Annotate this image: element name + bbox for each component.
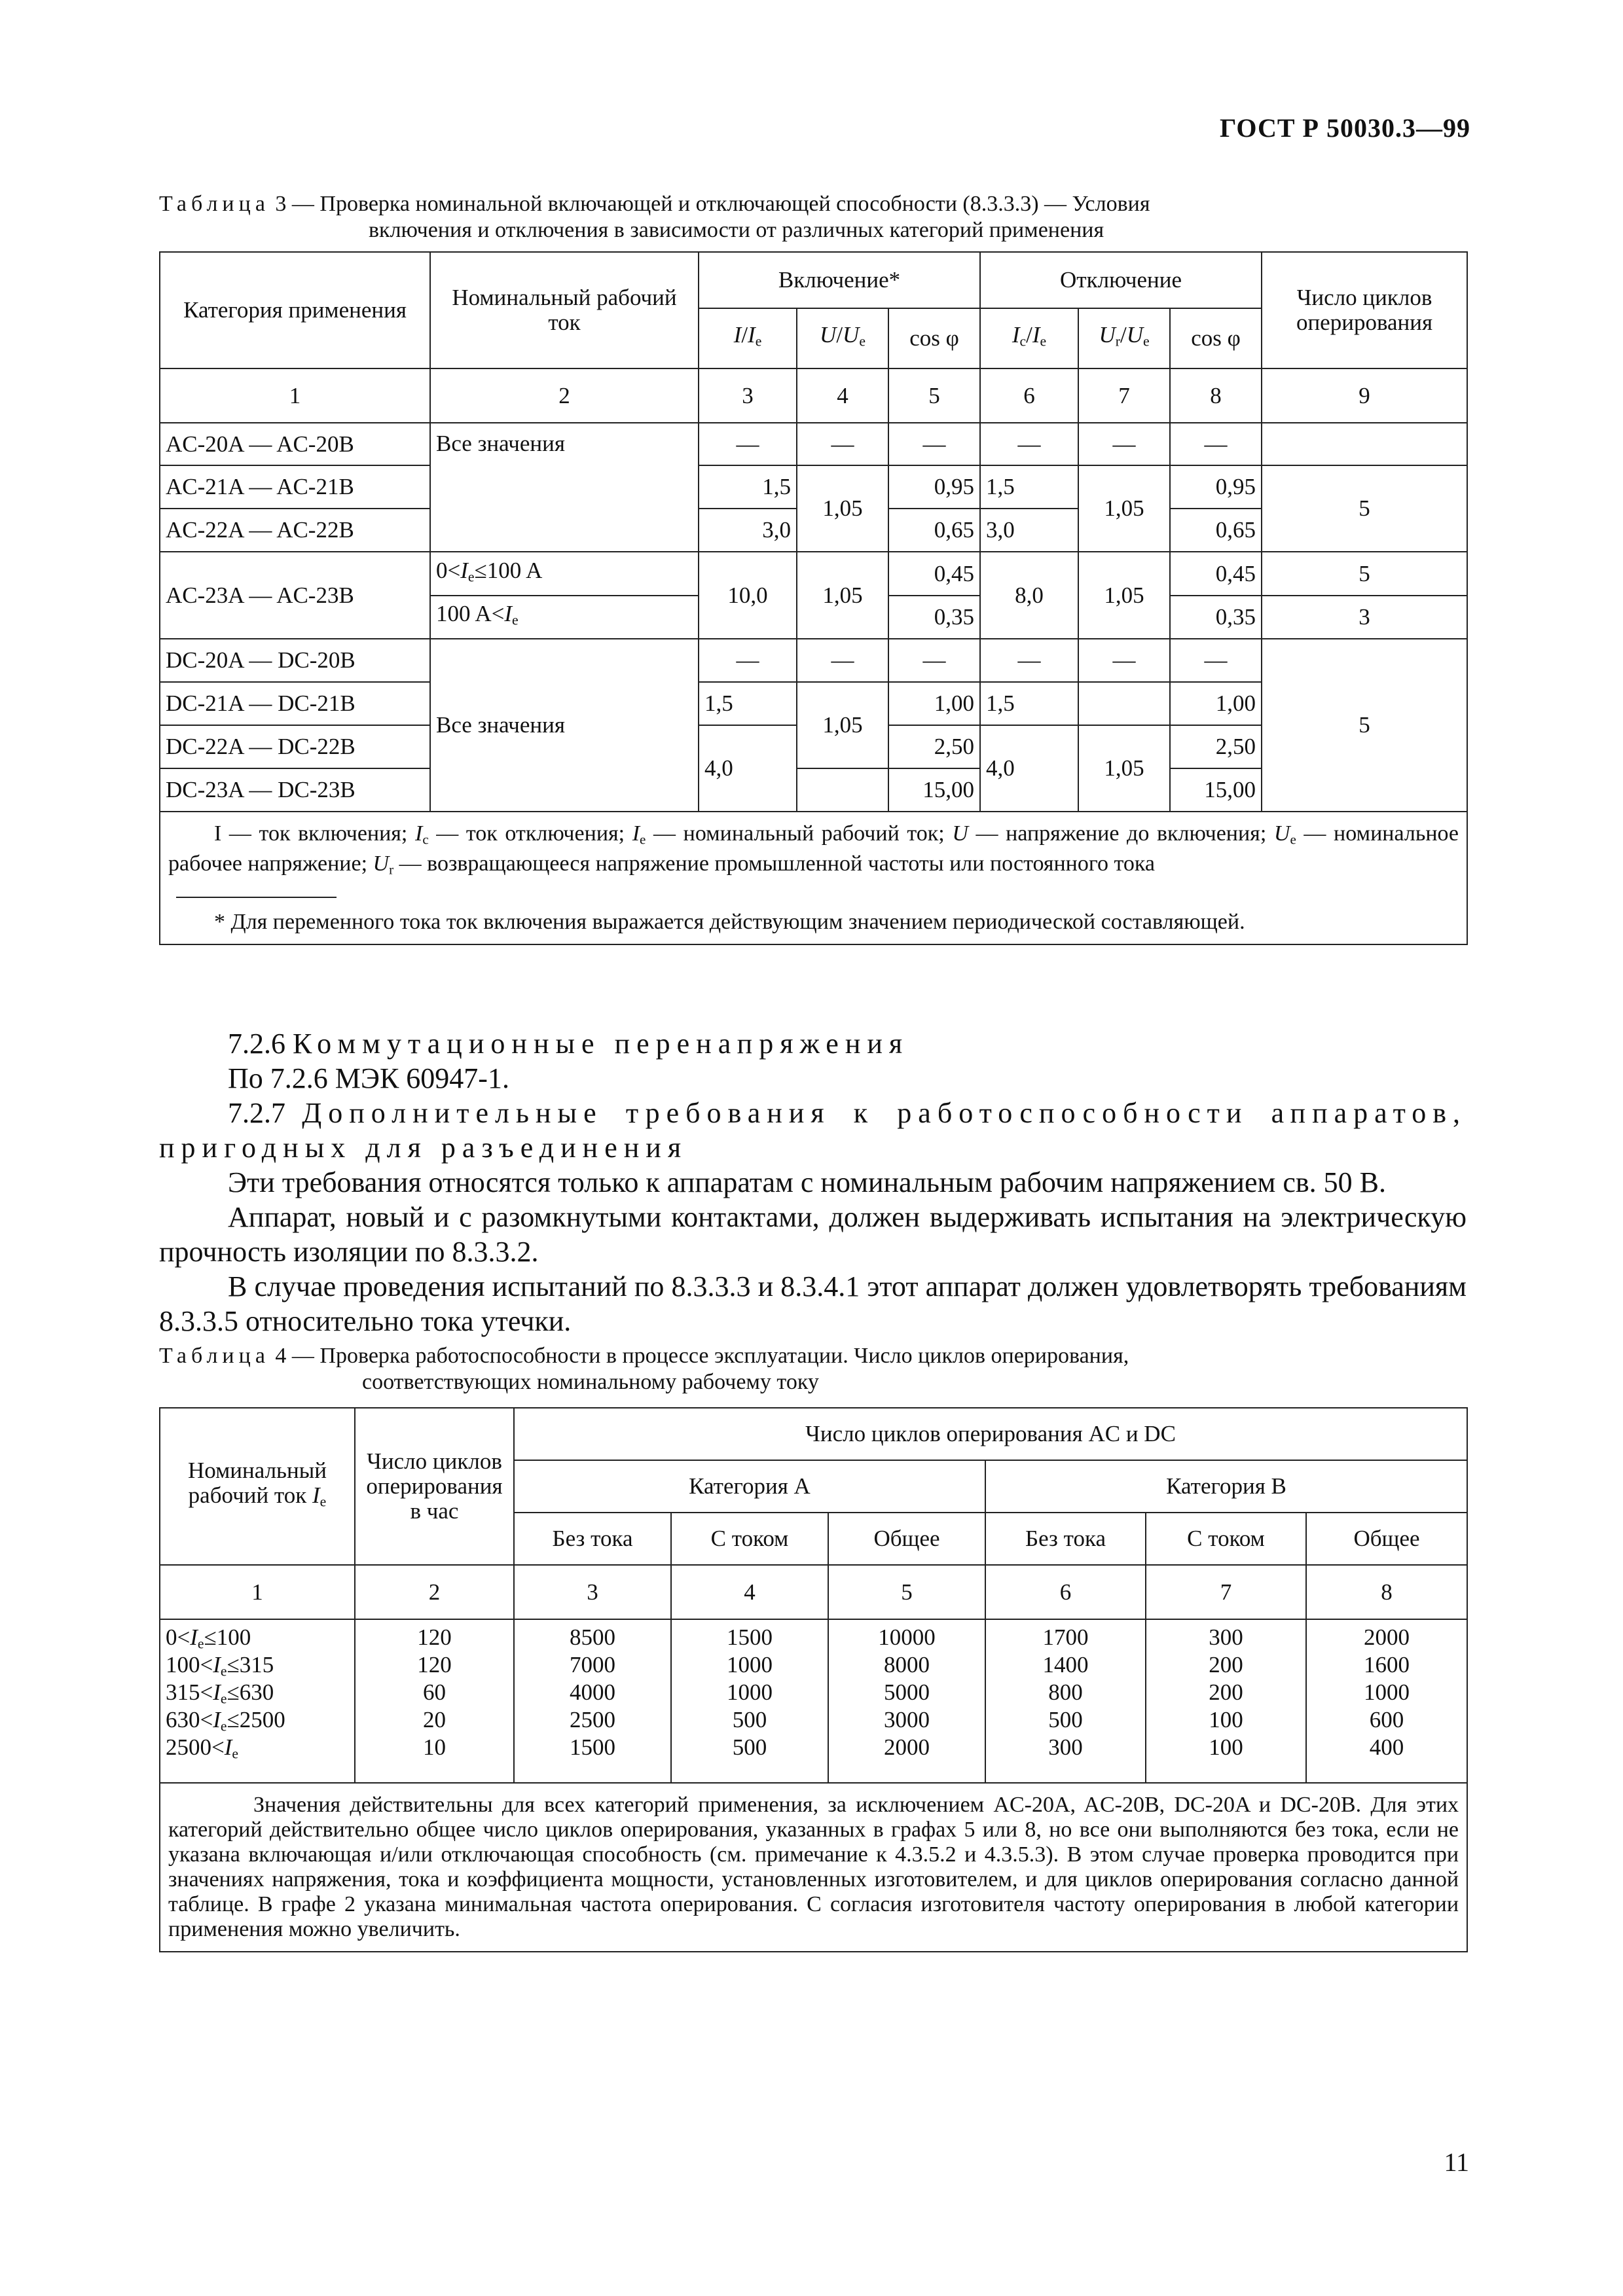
table3-cell: 1,05	[797, 682, 888, 768]
table3-cell: 1,5	[699, 682, 797, 725]
table3-header-ic-ratio: $I_c/I_e$	[980, 308, 1078, 368]
paragraph-2: Аппарат, новый и с разомкнутыми контактами, должен выдерживать испытания на электрическую прочность изоляции по 8.3.3.2.	[159, 1201, 1467, 1268]
table3-colnum: 3	[699, 368, 797, 423]
table3-current-range: 100 $A<I_e$	[430, 596, 699, 639]
table3-cell: 1,05	[1078, 552, 1170, 639]
table4-header-no-current: Без тока	[514, 1513, 671, 1565]
table4	[159, 1407, 1468, 1952]
table4-col-per-hour: 120 120 60 20 10	[355, 1619, 514, 1783]
table3-cell: 1,05	[797, 465, 888, 552]
table3-cell: —	[1170, 639, 1262, 682]
table4-colnum: 4	[671, 1565, 828, 1619]
note-divider	[176, 897, 337, 898]
table4-range: $630<I_e\le 2500$	[166, 1707, 285, 1734]
table3-caption-label: Таблица	[159, 192, 270, 216]
table4-range: $315<I_e\le 630$	[166, 1679, 274, 1707]
table3-category: DC-21A — DC-21B	[160, 682, 430, 725]
table3-cell: 2,50	[1170, 725, 1262, 768]
table4-header-total: Общее	[828, 1513, 985, 1565]
table3	[159, 251, 1468, 945]
table3-caption	[159, 191, 1468, 243]
table3-cell: —	[797, 423, 888, 465]
table4-header-with-current: С током	[1146, 1513, 1306, 1565]
table4-range: $100<I_e\le 315$	[166, 1652, 274, 1679]
table3-colnum: 8	[1170, 368, 1262, 423]
table3-cell: 8,0	[980, 552, 1078, 639]
table3-cell: 0,95	[1170, 465, 1262, 509]
heading-7-2-6: 7.2.6 Коммутационные перенапряжения	[228, 1028, 909, 1060]
table4-caption	[159, 1343, 1468, 1395]
table3-cell: 5	[1262, 552, 1467, 596]
table3-cell: 5	[1262, 465, 1467, 552]
table3-header-u-ratio: $U/U_e$	[797, 308, 888, 368]
table4-range: $0<I_e\le 100$	[166, 1624, 251, 1652]
table4-header-cat-b: Категория B	[985, 1460, 1467, 1513]
table3-cell: 15,00	[888, 768, 980, 812]
table3-colnum: 9	[1262, 368, 1467, 423]
table4-header-per-hour: Число циклов оперирования в час	[355, 1408, 514, 1565]
table4-colnum: 8	[1306, 1565, 1467, 1619]
table3-category: DC-23A — DC-23B	[160, 768, 430, 812]
table4-caption-label: Таблица	[159, 1344, 270, 1368]
table3-cell: 1,00	[888, 682, 980, 725]
table3-header-cos-making: cos φ	[888, 308, 980, 368]
table3-cell: 0,35	[888, 596, 980, 639]
section-text	[159, 1026, 1467, 1338]
table3-cell	[1262, 423, 1467, 465]
table4-note: Значения действительны для всех категорий применения, за исключением AC-20A, AC-20B, DC-20A и DC-20B. Для этих категорий действительно общее число циклов оперирования, указанных в графах 5 или 8, но все они выполняются без тока, если не указана включающая и/или отключающая способность (см. примечание к 4.3.5.2 и 4.3.5.3). В этом случае проверка проводится при значениях напряжения, тока и коэффициента мощности, установленных изготовителем, и для циклов оперирования согласно данной таблице. В графе 2 указана минимальная частота оперирования. С согласия изготовителя частоту оперирования в любой категории применения можно увеличить.	[160, 1783, 1467, 1952]
table3-header-category: Категория применения	[160, 252, 430, 368]
table4-col-a-with-current: 1500 1000 1000 500 500	[671, 1619, 828, 1783]
table4-header-with-current: С током	[671, 1513, 828, 1565]
table3-cell: 3,0	[699, 509, 797, 552]
table3-header-cycles: Число циклов оперирования	[1262, 252, 1467, 368]
table3-cell: —	[1170, 423, 1262, 465]
table3-cell: —	[699, 639, 797, 682]
table3-cell: 1,05	[797, 552, 888, 639]
table3-cell: 1,5	[980, 465, 1078, 509]
table3-cell: —	[1078, 423, 1170, 465]
table3-colnum: 2	[430, 368, 699, 423]
table3-header-current: Номинальный рабочий ток	[430, 252, 699, 368]
table4-header-no-current: Без тока	[985, 1513, 1146, 1565]
table3-cell: —	[980, 423, 1078, 465]
heading-7-2-7: 7.2.7 Дополнительные требования к работоспособности аппаратов, пригодных для разъединения	[159, 1097, 1467, 1164]
table3-cell: 4,0	[980, 725, 1078, 812]
table3-cell	[797, 768, 888, 812]
table3-cell: —	[797, 639, 888, 682]
table3-cell: 1,05	[1078, 725, 1170, 812]
table3-current-all: Все значения	[430, 639, 699, 812]
table3-cell: 0,65	[1170, 509, 1262, 552]
table3-cell: —	[888, 639, 980, 682]
table4-col-a-no-current: 8500 7000 4000 2500 1500	[514, 1619, 671, 1783]
table3-cell: 4,0	[699, 725, 797, 812]
table4-range: $2500<I_e$	[166, 1734, 239, 1762]
table3-colnum: 7	[1078, 368, 1170, 423]
table3-cell: 1,00	[1170, 682, 1262, 725]
table4-header-total: Общее	[1306, 1513, 1467, 1565]
table3-cell: 0,95	[888, 465, 980, 509]
document-header: ГОСТ Р 50030.3—99	[1219, 113, 1470, 143]
table4-colnum: 7	[1146, 1565, 1306, 1619]
table4-colnum: 1	[160, 1565, 355, 1619]
table3-colnum: 5	[888, 368, 980, 423]
table3-category: AC-20A — AC-20B	[160, 423, 430, 465]
table4-header-ops: Число циклов оперирования AC и DC	[514, 1408, 1467, 1460]
table3-note-footnote: * Для переменного тока ток включения выражается действующим значением периодической составляющей.	[214, 909, 1245, 934]
table4-header-current: Номинальный рабочий ток $I_e$	[160, 1408, 355, 1565]
table3-caption-line2: включения и отключения в зависимости от различных категорий применения	[369, 218, 1104, 242]
table3-cell: 0,65	[888, 509, 980, 552]
table3-cell: —	[980, 639, 1078, 682]
table3-current-all: Все значения	[430, 423, 699, 552]
table3-category: AC-22A — AC-22B	[160, 509, 430, 552]
table3-caption-line1: 3 — Проверка номинальной включающей и отключающей способности (8.3.3.3) — Условия	[269, 192, 1150, 216]
table3-cell: 0,45	[1170, 552, 1262, 596]
table3-notes	[160, 812, 1467, 944]
table3-category: DC-20A — DC-20B	[160, 639, 430, 682]
table4-colnum: 6	[985, 1565, 1146, 1619]
table3-category: AC-23A — AC-23B	[160, 552, 430, 639]
table4-header-cat-a: Категория A	[514, 1460, 985, 1513]
table3-cell: 0,45	[888, 552, 980, 596]
paragraph-3: В случае проведения испытаний по 8.3.3.3 и 8.3.4.1 этот аппарат должен удовлетворять требованиям 8.3.3.5 относительно тока утечки.	[159, 1270, 1467, 1337]
table3-header-making: Включение*	[699, 252, 980, 308]
table4-caption-line2: соответствующих номинальному рабочему току	[362, 1370, 819, 1394]
table3-cell	[1078, 682, 1170, 725]
table4-colnum: 5	[828, 1565, 985, 1619]
table3-colnum: 4	[797, 368, 888, 423]
table4-col-b-total: 2000 1600 1000 600 400	[1306, 1619, 1467, 1783]
table3-header-cos-breaking: cos φ	[1170, 308, 1262, 368]
table3-cell: 10,0	[699, 552, 797, 639]
table3-header-ur-ratio: $U_r/U_e$	[1078, 308, 1170, 368]
table3-cell: —	[888, 423, 980, 465]
table3-cell: 1,5	[699, 465, 797, 509]
paragraph-1: Эти требования относятся только к аппаратам с номинальным рабочим напряжением св. 50 В.	[228, 1166, 1386, 1198]
table3-cell: 5	[1262, 639, 1467, 812]
table3-current-range: $0<I_e\le 100$ A	[430, 552, 699, 596]
table3-cell: 3,0	[980, 509, 1078, 552]
table4-col-b-with-current: 300 200 200 100 100	[1146, 1619, 1306, 1783]
table3-header-i-ratio: $I/I_e$	[699, 308, 797, 368]
table3-header-breaking: Отключение	[980, 252, 1262, 308]
table3-cell: 15,00	[1170, 768, 1262, 812]
table4-current-ranges	[160, 1619, 355, 1783]
table3-category: AC-21A — AC-21B	[160, 465, 430, 509]
paragraph-7-2-6: По 7.2.6 МЭК 60947-1.	[228, 1062, 509, 1094]
table4-col-a-total: 10000 8000 5000 3000 2000	[828, 1619, 985, 1783]
table3-cell: 3	[1262, 596, 1467, 639]
table3-colnum: 6	[980, 368, 1078, 423]
table3-cell: 1,05	[1078, 465, 1170, 552]
table3-cell: 1,5	[980, 682, 1078, 725]
table3-cell: 2,50	[888, 725, 980, 768]
table3-colnum: 1	[160, 368, 430, 423]
table4-colnum: 3	[514, 1565, 671, 1619]
table3-cell: —	[699, 423, 797, 465]
table3-category: DC-22A — DC-22B	[160, 725, 430, 768]
table3-cell: —	[1078, 639, 1170, 682]
table4-col-b-no-current: 1700 1400 800 500 300	[985, 1619, 1146, 1783]
table3-cell: 0,35	[1170, 596, 1262, 639]
table4-caption-line1: 4 — Проверка работоспособности в процессе эксплуатации. Число циклов оперирования,	[269, 1344, 1129, 1368]
table4-colnum: 2	[355, 1565, 514, 1619]
table3-note-legend: I — ток включения; $I_c$ — ток отключения; $I_e$ — номинальный рабочий ток; U — напряжение до включения; $U_e$ — номинальное рабочее напряжение; $U_r$ — возвращающееся напряжение промышленной частоты или постоянного тока	[168, 821, 1459, 878]
page-number: 11	[1444, 2147, 1469, 2177]
